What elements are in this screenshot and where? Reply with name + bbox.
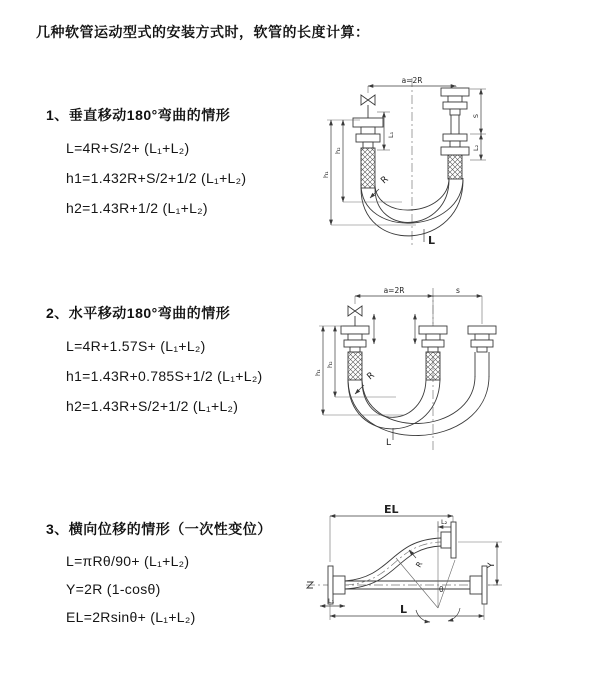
angle-arc xyxy=(448,608,460,621)
dim-label-l1: L₁ xyxy=(328,597,335,605)
braided-hose-left xyxy=(361,148,375,188)
formula-h1: h1=1.43R+0.785S+1/2 (L₁+L₂) xyxy=(66,368,263,384)
section-vertical-movement xyxy=(46,104,246,223)
dim-label-l2: L₂ xyxy=(472,144,480,151)
right-fitting-upper xyxy=(441,88,469,115)
dim-label-el: EL xyxy=(384,503,399,516)
radius-leader xyxy=(370,189,379,198)
upper-flange xyxy=(441,522,456,558)
dim-label-s: S xyxy=(472,113,480,119)
section-3-heading: 3、横向位移的情形（一次性变位） xyxy=(46,521,272,537)
radius-label: R xyxy=(379,174,391,187)
formula-length: L=4R+S/2+ (L₁+L₂) xyxy=(66,140,190,156)
diagram-horizontal-180-bend xyxy=(308,282,593,467)
diagram-lateral-displacement xyxy=(298,498,598,648)
dim-label-l2: L₂ xyxy=(441,518,448,526)
section-lateral-displacement xyxy=(46,518,272,631)
middle-fitting xyxy=(419,326,447,352)
valve-icon xyxy=(348,306,362,326)
braided-hose-left xyxy=(348,352,362,380)
dim-label-h1: h₁ xyxy=(322,171,330,178)
dim-label-span: a=2R xyxy=(383,286,405,295)
right-fitting-lower xyxy=(441,134,469,155)
dim-label-h2: h₂ xyxy=(326,361,334,368)
dim-label-span: a=2R xyxy=(401,76,423,85)
diagram-vertical-180-bend xyxy=(300,72,590,262)
dim-label-h2: h₂ xyxy=(334,147,342,154)
dim-label-y: Y xyxy=(487,562,497,568)
formula-h2: h2=1.43R+S/2+1/2 (L₁+L₂) xyxy=(66,398,239,414)
radius-line-2 xyxy=(438,560,455,608)
length-label: L xyxy=(400,603,408,616)
left-fitting xyxy=(353,118,383,148)
formula-el: EL=2Rsinθ+ (L₁+L₂) xyxy=(66,609,196,625)
braided-hose-middle xyxy=(426,352,440,380)
section-horizontal-movement xyxy=(46,302,263,421)
dim-label-h1: h₁ xyxy=(314,369,322,376)
length-label: L xyxy=(386,438,392,448)
hose-curves xyxy=(348,376,489,436)
dim-label-shift: s xyxy=(456,286,460,295)
radius-label: R xyxy=(365,370,377,383)
section-1-heading: 1、垂直移动180°弯曲的情形 xyxy=(46,107,231,123)
formula-h1: h1=1.432R+S/2+1/2 (L₁+L₂) xyxy=(66,170,247,186)
right-fitting xyxy=(468,326,496,352)
valve-icon xyxy=(361,95,375,118)
page-title: 几种软管运动型式的安装方式时，软管的长度计算： xyxy=(36,24,370,40)
braided-hose-right xyxy=(448,155,462,179)
formula-y: Y=2R (1-cosθ) xyxy=(66,581,161,597)
left-fitting xyxy=(341,326,369,352)
angle-label: θ xyxy=(439,585,444,594)
formula-length: L=πRθ/90+ (L₁+L₂) xyxy=(66,553,190,569)
dim-label-l1: L₁ xyxy=(387,131,395,138)
formula-length: L=4R+1.57S+ (L₁+L₂) xyxy=(66,338,206,354)
right-flange xyxy=(470,566,487,604)
formula-h2: h2=1.43R+1/2 (L₁+L₂) xyxy=(66,200,208,216)
radius-label: R xyxy=(413,559,425,569)
section-2-heading: 2、水平移动180°弯曲的情形 xyxy=(46,305,231,321)
length-label: L xyxy=(428,234,436,247)
radius-leader xyxy=(409,550,416,558)
